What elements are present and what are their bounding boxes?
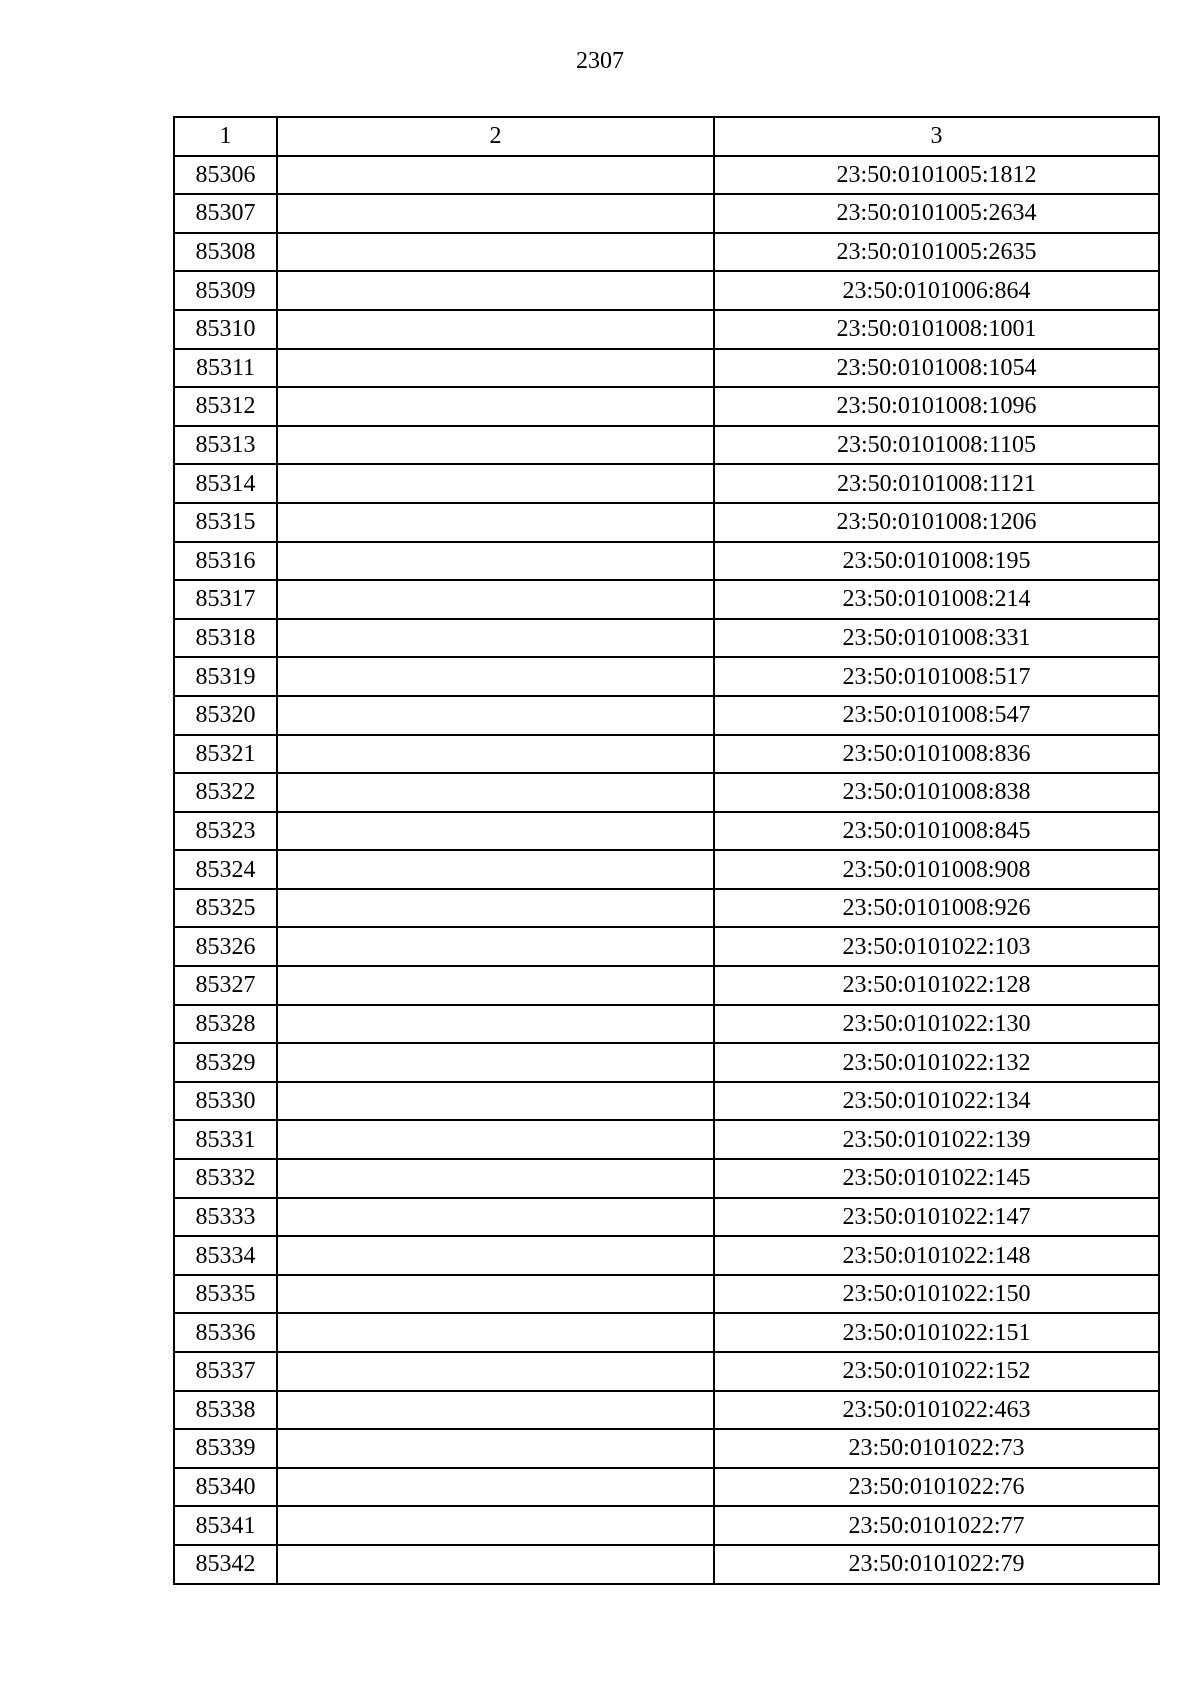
cell-row-number: 85322: [174, 773, 277, 812]
cell-cadastral-number: 23:50:0101008:1054: [714, 349, 1159, 388]
table-row: [174, 1275, 1159, 1314]
cell-description: [277, 696, 714, 735]
cell-cadastral-number: 23:50:0101022:145: [714, 1159, 1159, 1198]
cell-cadastral-number: 23:50:0101008:1096: [714, 387, 1159, 426]
cell-cadastral-number: 23:50:0101008:195: [714, 542, 1159, 581]
table-body: [174, 156, 1159, 1584]
cell-row-number: 85331: [174, 1120, 277, 1159]
cell-description: [277, 812, 714, 851]
cell-description: [277, 927, 714, 966]
cell-row-number: 85329: [174, 1043, 277, 1082]
cell-row-number: 85315: [174, 503, 277, 542]
cell-description: [277, 735, 714, 774]
cell-description: [277, 503, 714, 542]
table-row: [174, 735, 1159, 774]
table-row: [174, 156, 1159, 195]
cell-cadastral-number: 23:50:0101022:148: [714, 1236, 1159, 1275]
cell-cadastral-number: 23:50:0101008:1001: [714, 310, 1159, 349]
cell-row-number: 85325: [174, 889, 277, 928]
cell-description: [277, 156, 714, 195]
cell-row-number: 85341: [174, 1506, 277, 1545]
table-row: [174, 387, 1159, 426]
cell-row-number: 85334: [174, 1236, 277, 1275]
table-header: [174, 117, 1159, 156]
cell-row-number: 85321: [174, 735, 277, 774]
table-row: [174, 1198, 1159, 1237]
cell-description: [277, 1468, 714, 1507]
cell-row-number: 85323: [174, 812, 277, 851]
cell-cadastral-number: 23:50:0101005:2634: [714, 194, 1159, 233]
cell-cadastral-number: 23:50:0101022:77: [714, 1506, 1159, 1545]
cell-description: [277, 1236, 714, 1275]
cell-cadastral-number: 23:50:0101022:463: [714, 1391, 1159, 1430]
table-row: [174, 850, 1159, 889]
cell-cadastral-number: 23:50:0101022:128: [714, 966, 1159, 1005]
cell-description: [277, 1198, 714, 1237]
page-number: 2307: [576, 48, 624, 74]
column-header-3: 3: [714, 117, 1159, 156]
cell-cadastral-number: 23:50:0101022:151: [714, 1313, 1159, 1352]
cell-row-number: 85309: [174, 271, 277, 310]
cell-row-number: 85320: [174, 696, 277, 735]
cell-description: [277, 966, 714, 1005]
cell-cadastral-number: 23:50:0101008:1105: [714, 426, 1159, 465]
cell-description: [277, 1043, 714, 1082]
column-header-1: 1: [174, 117, 277, 156]
cell-row-number: 85318: [174, 619, 277, 658]
cell-row-number: 85333: [174, 1198, 277, 1237]
table-row: [174, 696, 1159, 735]
cell-row-number: 85336: [174, 1313, 277, 1352]
cell-row-number: 85326: [174, 927, 277, 966]
table-row: [174, 194, 1159, 233]
table-row: [174, 503, 1159, 542]
cell-cadastral-number: 23:50:0101022:139: [714, 1120, 1159, 1159]
cell-row-number: 85308: [174, 233, 277, 272]
table-row: [174, 619, 1159, 658]
table-row: [174, 310, 1159, 349]
cell-description: [277, 426, 714, 465]
cell-cadastral-number: 23:50:0101006:864: [714, 271, 1159, 310]
table-row: [174, 1545, 1159, 1584]
cell-row-number: 85317: [174, 580, 277, 619]
cell-row-number: 85306: [174, 156, 277, 195]
table-row: [174, 889, 1159, 928]
table-row: [174, 542, 1159, 581]
cell-row-number: 85324: [174, 850, 277, 889]
cell-description: [277, 619, 714, 658]
cell-cadastral-number: 23:50:0101022:73: [714, 1429, 1159, 1468]
cell-description: [277, 387, 714, 426]
table-row: [174, 657, 1159, 696]
table-row: [174, 464, 1159, 503]
cell-row-number: 85342: [174, 1545, 277, 1584]
cell-cadastral-number: 23:50:0101008:547: [714, 696, 1159, 735]
cell-row-number: 85312: [174, 387, 277, 426]
table-row: [174, 271, 1159, 310]
cell-row-number: 85311: [174, 349, 277, 388]
table-row: [174, 1236, 1159, 1275]
cell-row-number: 85335: [174, 1275, 277, 1314]
table-row: [174, 1082, 1159, 1121]
cell-row-number: 85313: [174, 426, 277, 465]
cell-cadastral-number: 23:50:0101022:132: [714, 1043, 1159, 1082]
cell-row-number: 85339: [174, 1429, 277, 1468]
cell-description: [277, 310, 714, 349]
cell-row-number: 85338: [174, 1391, 277, 1430]
table-row: [174, 773, 1159, 812]
cell-cadastral-number: 23:50:0101005:2635: [714, 233, 1159, 272]
table-row: [174, 1391, 1159, 1430]
table-row: [174, 580, 1159, 619]
table-row: [174, 349, 1159, 388]
cell-description: [277, 1159, 714, 1198]
cell-cadastral-number: 23:50:0101008:926: [714, 889, 1159, 928]
cell-cadastral-number: 23:50:0101008:331: [714, 619, 1159, 658]
cell-cadastral-number: 23:50:0101008:845: [714, 812, 1159, 851]
cell-cadastral-number: 23:50:0101008:214: [714, 580, 1159, 619]
table-row: [174, 1120, 1159, 1159]
cell-description: [277, 271, 714, 310]
register-table: [173, 116, 1160, 1585]
table-row: [174, 1352, 1159, 1391]
cell-row-number: 85307: [174, 194, 277, 233]
cell-description: [277, 542, 714, 581]
cell-cadastral-number: 23:50:0101022:134: [714, 1082, 1159, 1121]
table-row: [174, 1005, 1159, 1044]
table-row: [174, 927, 1159, 966]
cell-row-number: 85340: [174, 1468, 277, 1507]
table-row: [174, 966, 1159, 1005]
cell-description: [277, 850, 714, 889]
cell-description: [277, 233, 714, 272]
table-row: [174, 812, 1159, 851]
cell-row-number: 85330: [174, 1082, 277, 1121]
cell-description: [277, 1352, 714, 1391]
table-row: [174, 1429, 1159, 1468]
cell-cadastral-number: 23:50:0101008:1121: [714, 464, 1159, 503]
cell-cadastral-number: 23:50:0101008:908: [714, 850, 1159, 889]
cell-row-number: 85319: [174, 657, 277, 696]
cell-description: [277, 773, 714, 812]
cell-description: [277, 1391, 714, 1430]
cell-row-number: 85332: [174, 1159, 277, 1198]
table-row: [174, 1313, 1159, 1352]
cell-description: [277, 657, 714, 696]
cell-description: [277, 349, 714, 388]
cell-cadastral-number: 23:50:0101008:517: [714, 657, 1159, 696]
cell-row-number: 85328: [174, 1005, 277, 1044]
cell-description: [277, 194, 714, 233]
cell-description: [277, 1313, 714, 1352]
table-row: [174, 426, 1159, 465]
cell-description: [277, 1506, 714, 1545]
cell-row-number: 85327: [174, 966, 277, 1005]
cell-description: [277, 1275, 714, 1314]
cell-row-number: 85337: [174, 1352, 277, 1391]
table-row: [174, 1159, 1159, 1198]
column-header-2: 2: [277, 117, 714, 156]
cell-cadastral-number: 23:50:0101008:1206: [714, 503, 1159, 542]
cell-description: [277, 1120, 714, 1159]
cell-row-number: 85310: [174, 310, 277, 349]
cell-row-number: 85316: [174, 542, 277, 581]
cell-cadastral-number: 23:50:0101022:147: [714, 1198, 1159, 1237]
cell-cadastral-number: 23:50:0101022:152: [714, 1352, 1159, 1391]
cell-row-number: 85314: [174, 464, 277, 503]
cell-description: [277, 1082, 714, 1121]
cell-cadastral-number: 23:50:0101008:836: [714, 735, 1159, 774]
table-row: [174, 1506, 1159, 1545]
cell-description: [277, 889, 714, 928]
cell-cadastral-number: 23:50:0101022:79: [714, 1545, 1159, 1584]
cell-description: [277, 580, 714, 619]
table-row: [174, 233, 1159, 272]
cell-cadastral-number: 23:50:0101022:130: [714, 1005, 1159, 1044]
cell-cadastral-number: 23:50:0101008:838: [714, 773, 1159, 812]
table-row: [174, 1043, 1159, 1082]
table-row: [174, 1468, 1159, 1507]
cell-cadastral-number: 23:50:0101022:150: [714, 1275, 1159, 1314]
cell-description: [277, 1429, 714, 1468]
cell-cadastral-number: 23:50:0101022:103: [714, 927, 1159, 966]
cell-description: [277, 464, 714, 503]
cell-description: [277, 1545, 714, 1584]
cell-description: [277, 1005, 714, 1044]
cell-cadastral-number: 23:50:0101005:1812: [714, 156, 1159, 195]
header-row: [174, 117, 1159, 156]
cell-cadastral-number: 23:50:0101022:76: [714, 1468, 1159, 1507]
